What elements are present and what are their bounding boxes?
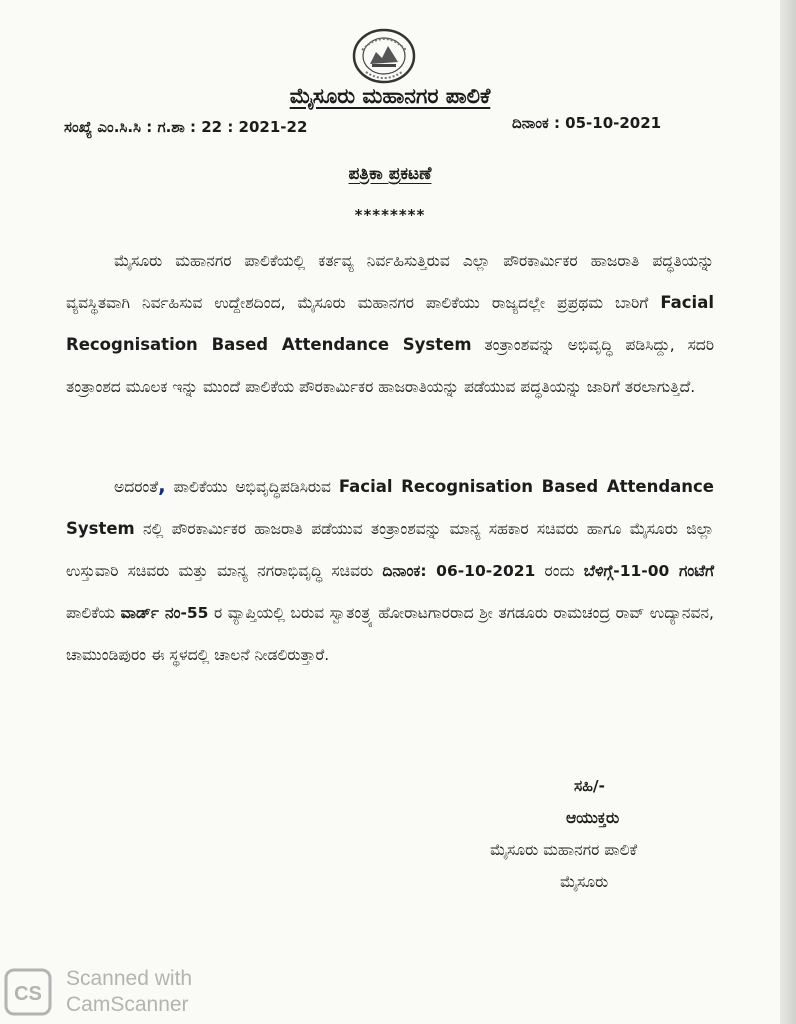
- signatory-city: ಮೈಸೂರು: [560, 873, 609, 891]
- organization-title: ಮೈಸೂರು ಮಹಾನಗರ ಪಾಲಿಕೆ: [289, 84, 491, 108]
- paragraph-1-text-a: ಮೈಸೂರು ಮಹಾನಗರ ಪಾಲಿಕೆಯಲ್ಲಿ ಕರ್ತವ್ಯ ನಿರ್ವಹಿಸುತ್ತಿರುವ ಎಲ್ಲಾ ಪೌರಕಾರ್ಮಿಕರ ಹಾಜರಾತಿ ಪದ್ಧತಿಯನ್ನು ವ್ಯವಸ್ಥಿತವಾಗಿ ನಿರ್ವಹಿಸುವ ಉದ್ದೇಶದಿಂದ, ಮೈಸೂರು ಮಹಾನಗರ ಪಾಲಿಕೆಯು ರಾಜ್ಯದಲ್ಲೇ ಪ್ರಪ್ರಥಮ ಬಾರಿಗೆ: [66, 252, 714, 312]
- camscanner-logo-text: CS: [14, 983, 42, 1005]
- paragraph-2-text-a: ಅದರಂತೆ: [114, 478, 159, 496]
- paragraph-2-text-f: ರ ವ್ಯಾಪ್ತಿಯಲ್ಲಿ ಬರುವ ಸ್ವಾತಂತ್ರ್ಯ ಹೋರಾಟಗಾರರಾದ ಶ್ರೀ ತಗಡೂರು ರಾಮಚಂದ್ರ ರಾವ್ ಉದ್ಯಾನವನ, ಚಾಮುಂಡಿಪುರಂ ಈ ಸ್ಥಳದಲ್ಲಿ ಚಾಲನೆ ನೀಡಲಿರುತ್ತಾರೆ.: [66, 604, 714, 664]
- scanner-watermark: [66, 966, 192, 1018]
- camscanner-logo-icon: [4, 968, 52, 1016]
- system-name: Facial Recognisation Based Attendance System: [66, 293, 714, 354]
- pen-comma-mark: ,: [158, 473, 166, 497]
- corporation-emblem: [352, 28, 416, 84]
- event-date: ದಿನಾಂಕ: 06-10-2021: [382, 562, 536, 580]
- separator: ********: [354, 206, 426, 224]
- system-name: Facial Recognisation Based Attendance System: [66, 477, 714, 538]
- ward-number: ವಾರ್ಡ್ ನಂ-55: [120, 604, 209, 622]
- document-date: ದಿನಾಂಕ : 05-10-2021: [512, 114, 662, 132]
- event-time: ಬೆಳಿಗ್ಗೆ-11-00 ಗಂಟೆಗೆ: [583, 562, 714, 580]
- paragraph-1-text-b: ತಂತ್ರಾಂಶವನ್ನು ಅಭಿವೃದ್ಧಿ ಪಡಿಸಿದ್ದು, ಸದರಿ ತಂತ್ರಾಂಶದ ಮೂಲಕ ಇನ್ನು ಮುಂದೆ ಪಾಲಿಕೆಯ ಪೌರಕಾರ್ಮಿಕರ ಹಾಜರಾತಿಯನ್ನು ಪಡೆಯುವ ಪದ್ಧತಿಯನ್ನು ಜಾರಿಗೆ ತರಲಾಗುತ್ತಿದೆ.: [66, 336, 714, 396]
- paragraph-1: [66, 240, 714, 408]
- signatory-designation: ಆಯುಕ್ತರು: [566, 809, 620, 827]
- watermark-line-2: CamScanner: [66, 993, 189, 1016]
- paragraph-2-text-c: ನಲ್ಲಿ ಪೌರಕಾರ್ಮಿಕರ ಹಾಜರಾತಿ ಪಡೆಯುವ ತಂತ್ರಾಂಶವನ್ನು ಮಾನ್ಯ ಸಹಕಾರ ಸಚಿವರು ಹಾಗೂ ಮೈಸೂರು ಜಿಲ್ಲಾ ಉಸ್ತುವಾರಿ ಸಚಿವರು ಮತ್ತು ಮಾನ್ಯ ನಗರಾಭಿವೃದ್ಧಿ ಸಚಿವರು: [66, 520, 714, 580]
- watermark-line-1: Scanned with: [66, 967, 193, 990]
- reference-number: ಸಂಖ್ಯೆ ಎಂ.ಸಿ.ಸಿ : ಗ.ಶಾ : 22 : 2021-22: [64, 118, 308, 136]
- paragraph-2: [66, 464, 714, 676]
- subject-heading: ಪತ್ರಿಕಾ ಪ್ರಕಟಣೆ: [348, 164, 432, 184]
- paragraph-2-text-e: ಪಾಲಿಕೆಯ: [66, 604, 121, 622]
- signed-mark: ಸಹಿ/-: [574, 777, 605, 795]
- signatory-organization: ಮೈಸೂರು ಮಹಾನಗರ ಪಾಲಿಕೆ: [490, 841, 638, 859]
- signature-block: [490, 770, 720, 898]
- paragraph-2-text-d: ರಂದು: [535, 562, 584, 580]
- paragraph-2-text-b: ಪಾಲಿಕೆಯು ಅಭಿವೃದ್ಧಿಪಡಿಸಿರುವ: [165, 478, 339, 496]
- page-edge: [780, 0, 796, 1024]
